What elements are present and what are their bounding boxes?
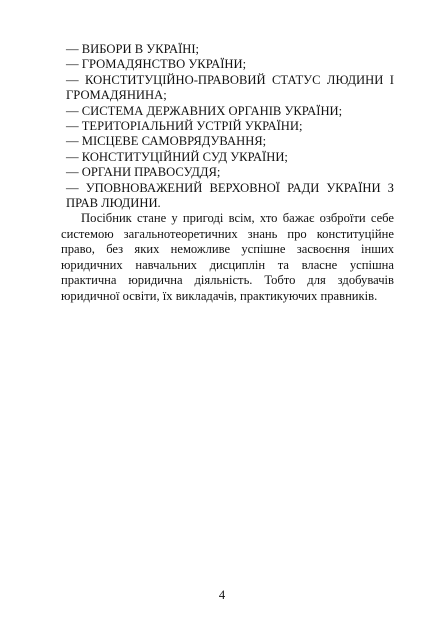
list-item-state-bodies: — СИСТЕМА ДЕРЖАВНИХ ОРГАНІВ УКРАЇНИ; — [66, 103, 343, 118]
list-item-elections: — ВИБОРИ В УКРАЇНІ; — [66, 42, 200, 56]
list-item-territorial-structure: — ТЕРИТОРІАЛЬНИЙ УСТРІЙ УКРАЇНИ; — [66, 119, 303, 134]
list-item-constitutional-court: — КОНСТИТУЦІЙНИЙ СУД УКРАЇНИ; — [66, 149, 288, 164]
page-content — [61, 42, 394, 304]
body-paragraph: Посібник стане у пригоді всім, хто бажає озброїти себе системою загальнотеоретичних знань про конституційне право, без яких неможливе успішне засвоєння інших юридичних навчальних дисциплін та власне успішна практична юридична діяльність. Тобто для здобувачів юридичної освіти, їх викладачів, практикуючих правників. — [61, 211, 394, 303]
list-item-judiciary: — ОРГАНИ ПРАВОСУДДЯ; — [66, 165, 221, 180]
list-item-legal-status: — КОНСТИТУЦІЙНО-ПРАВОВИЙ СТАТУС ЛЮДИНИ І ГРОМАДЯНИНА; — [66, 72, 394, 103]
list-item-local-government: — МІСЦЕВЕ САМОВРЯДУВАННЯ; — [66, 134, 267, 149]
page-number: 4 — [218, 588, 226, 602]
list-item-citizenship: — ГРОМАДЯНСТВО УКРАЇНИ; — [66, 57, 247, 72]
list-item-ombudsman: — УПОВНОВАЖЕНИЙ ВЕРХОВНОЇ РАДИ УКРАЇНИ З ПРАВ ЛЮДИНИ. — [66, 180, 394, 211]
